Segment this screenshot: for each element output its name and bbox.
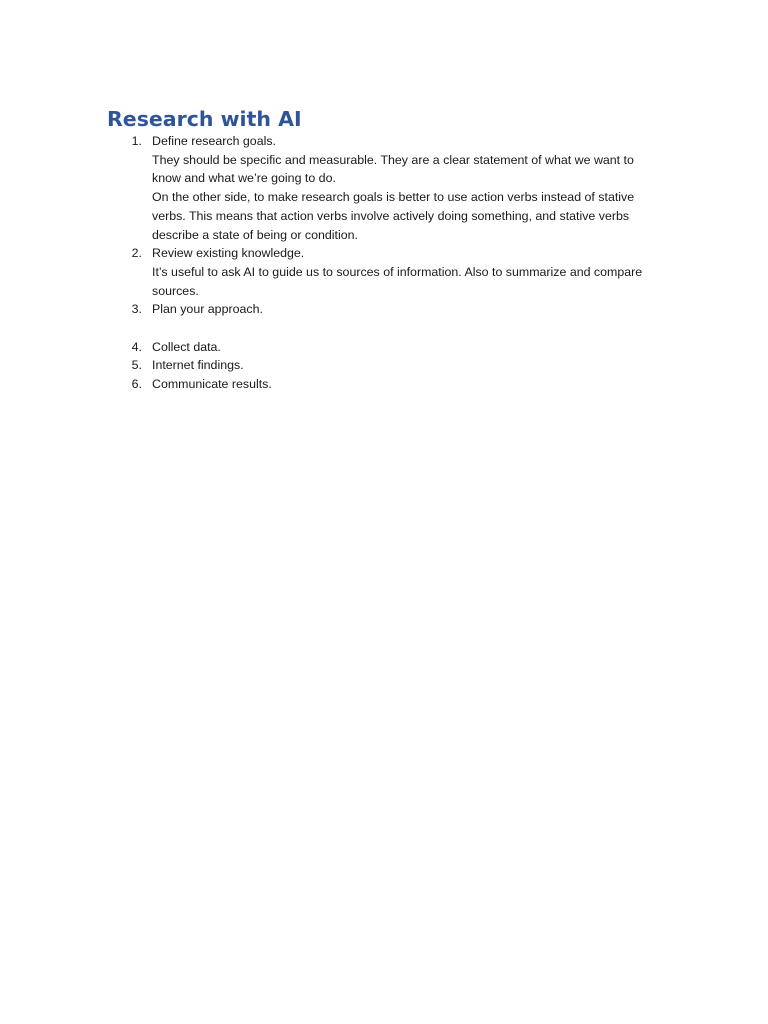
list-item-number: 2. xyxy=(131,246,142,261)
list-item-title: Communicate results. xyxy=(152,377,272,392)
list-item xyxy=(128,132,668,244)
list-item-detail-line: On the other side, to make research goals is better to use action verbs instead of stative xyxy=(152,190,635,205)
list-item xyxy=(128,356,668,375)
list-item-number: 1. xyxy=(131,134,142,148)
list-item-detail-line: sources. xyxy=(152,283,199,298)
list-item-number: 6. xyxy=(131,377,142,392)
list-item-title: Collect data. xyxy=(152,339,221,354)
list-item-number: 3. xyxy=(131,302,142,317)
empty-paragraph xyxy=(152,319,668,338)
document-title: Research with AI xyxy=(107,107,302,131)
list-item-number: 5. xyxy=(131,358,142,373)
list-item-detail-line: verbs. This means that action verbs involve actively doing something, and stative verbs xyxy=(152,208,630,223)
list-item xyxy=(128,300,668,337)
list-item-title: Review existing knowledge. xyxy=(152,246,305,261)
list-item-detail-line: It’s useful to ask AI to guide us to sources of information. Also to summarize and compare xyxy=(152,264,643,279)
list-item-title: Define research goals. xyxy=(152,134,276,148)
list-item-detail-line: They should be specific and measurable. They are a clear statement of what we want to xyxy=(152,152,634,167)
list-item-title: Plan your approach. xyxy=(152,302,263,317)
list-item xyxy=(128,375,668,394)
list-item-detail-line: know and what we’re going to do. xyxy=(152,171,336,186)
list-item-number: 4. xyxy=(131,339,142,354)
list-item xyxy=(128,244,668,300)
research-steps-list xyxy=(128,132,668,394)
list-item-title: Internet findings. xyxy=(152,358,244,373)
list-item xyxy=(128,338,668,357)
list-item-detail-line: describe a state of being or condition. xyxy=(152,227,358,242)
